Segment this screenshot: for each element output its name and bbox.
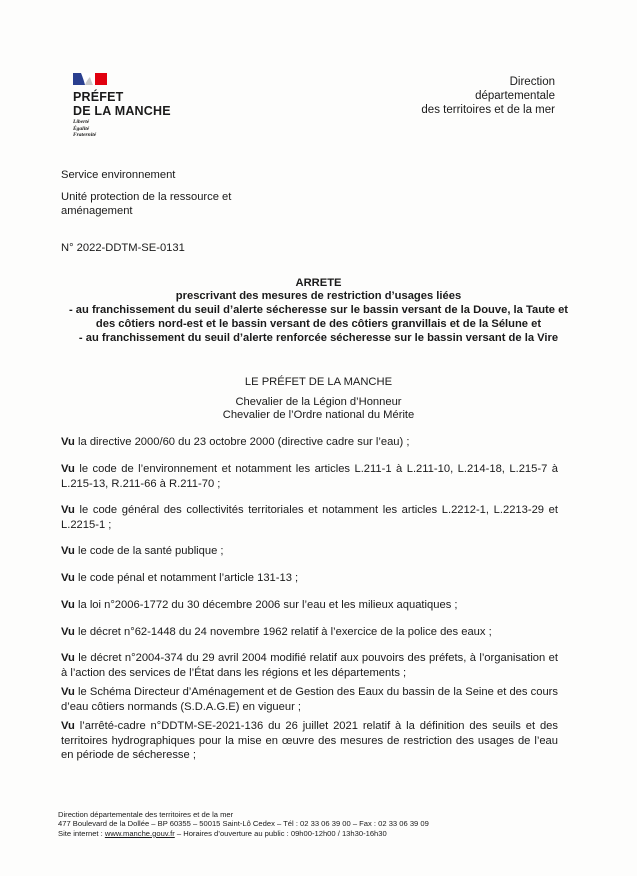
vu-text: la loi n°2006-1772 du 30 décembre 2006 sur l’eau et les milieux aquatiques ; bbox=[74, 599, 458, 611]
footer-line-3 bbox=[58, 829, 429, 838]
republic-motto bbox=[73, 119, 96, 139]
motto-fraternite: Fraternité bbox=[73, 132, 97, 138]
honor-legion: Chevalier de la Légion d’Honneur bbox=[235, 396, 402, 408]
vu-label: Vu bbox=[61, 545, 75, 557]
vu-label: Vu bbox=[61, 652, 75, 664]
vu-item bbox=[61, 571, 558, 586]
direction-line-1: Direction bbox=[509, 76, 555, 88]
motto-egalite: Égalité bbox=[73, 125, 90, 132]
vu-item bbox=[61, 503, 558, 532]
vu-text: le Schéma Directeur d’Aménagement et de Gestion des Eaux du bassin de la Seine et des cours d’eau côtiers normands (S.D.A.G.E) en vigueur ; bbox=[61, 686, 558, 713]
prefet-line-2: DE LA MANCHE bbox=[73, 104, 171, 118]
service-name: Service environnement bbox=[61, 169, 176, 181]
vu-label: Vu bbox=[61, 599, 75, 611]
vu-item bbox=[61, 651, 558, 680]
vu-item bbox=[61, 598, 558, 613]
arrete-line-1: prescrivant des mesures de restriction d’usages liées bbox=[175, 290, 462, 302]
unit-line-1: Unité protection de la ressource et bbox=[61, 191, 232, 203]
vu-text: le code général des collectivités territoriales et notamment les articles L.2212-1, L.2213-29 et L.2215-1 ; bbox=[61, 504, 558, 531]
arrete-line-2: - au franchissement du seuil d’alerte sécheresse sur le bassin versant de la Douve, la Taute et bbox=[68, 304, 569, 316]
vu-text: le code pénal et notamment l’article 131-13 ; bbox=[74, 572, 299, 584]
vu-label: Vu bbox=[61, 720, 75, 732]
page-footer bbox=[58, 810, 429, 838]
footer-address: 477 Boulevard de la Dollée – BP 60355 – 50015 Saint-Lô Cedex – Tél : 02 33 06 39 00 – Fax : 02 33 06 39 09 bbox=[58, 819, 429, 829]
vu-text: le décret n°2004-374 du 29 avril 2004 modifié relatif aux pouvoirs des préfets, à l’organisation et à l’action des services de l’État dans les régions et les départements ; bbox=[61, 652, 558, 679]
vu-item bbox=[61, 544, 558, 559]
direction-line-2: départementale bbox=[475, 90, 555, 102]
vu-item bbox=[61, 625, 558, 640]
vu-label: Vu bbox=[61, 504, 75, 516]
website-link[interactable]: www.manche.gouv.fr bbox=[104, 828, 175, 838]
vu-text: l’arrêté-cadre n°DDTM-SE-2021-136 du 26 juillet 2021 relatif à la définition des seuils et des territoires hydrographiques pour la mise en œuvre des mesures de restriction des usages de l’eau en période de sécheresse ; bbox=[61, 720, 558, 761]
vu-label: Vu bbox=[61, 686, 75, 698]
arrete-title: ARRETE bbox=[295, 277, 342, 289]
vu-item bbox=[61, 435, 558, 450]
vu-text: le décret n°62-1448 du 24 novembre 1962 relatif à l’exercice de la police des eaux ; bbox=[74, 626, 492, 638]
vu-text: le code de la santé publique ; bbox=[74, 545, 224, 557]
vu-label: Vu bbox=[61, 626, 75, 638]
opening-hours: – Horaires d’ouverture au public : 09h00-12h00 / 13h30-16h30 bbox=[174, 828, 387, 838]
honor-merite: Chevalier de l’Ordre national du Mérite bbox=[222, 409, 415, 421]
vu-item bbox=[61, 685, 558, 714]
vu-item bbox=[61, 719, 558, 763]
unit-name bbox=[61, 190, 231, 218]
vu-text: le code de l’environnement et notamment les articles L.211-1 à L.211-10, L.214-18, L.215-7 à L.215-13, R.211-66 à R.211-70 ; bbox=[61, 463, 558, 490]
direction-line-3: des territoires et de la mer bbox=[421, 104, 555, 116]
prefet-heading: LE PRÉFET DE LA MANCHE bbox=[244, 376, 393, 388]
footer-line-1: Direction départementale des territoires et de la mer bbox=[58, 810, 234, 819]
decree-number: N° 2022-DDTM-SE-0131 bbox=[61, 242, 185, 254]
motto-liberte: Liberté bbox=[73, 119, 90, 125]
site-label: Site internet : bbox=[58, 828, 105, 838]
vu-item bbox=[61, 462, 558, 491]
prefet-line-1: PRÉFET bbox=[73, 90, 124, 104]
arrete-line-3: des côtiers nord-est et le bassin versant de des côtiers granvillais et de la Sélune et bbox=[95, 318, 542, 330]
vu-label: Vu bbox=[61, 436, 75, 448]
prefet-title bbox=[73, 90, 171, 118]
vu-text: la directive 2000/60 du 23 octobre 2000 (directive cadre sur l’eau) ; bbox=[74, 436, 410, 448]
marianne-logo bbox=[73, 73, 107, 85]
direction-header bbox=[421, 75, 555, 117]
vu-label: Vu bbox=[61, 463, 75, 475]
unit-line-2: aménagement bbox=[61, 205, 133, 217]
arrete-line-4: - au franchissement du seuil d’alerte renforcée sécheresse sur le bassin versant de la Vire bbox=[78, 332, 559, 344]
vu-label: Vu bbox=[61, 572, 75, 584]
